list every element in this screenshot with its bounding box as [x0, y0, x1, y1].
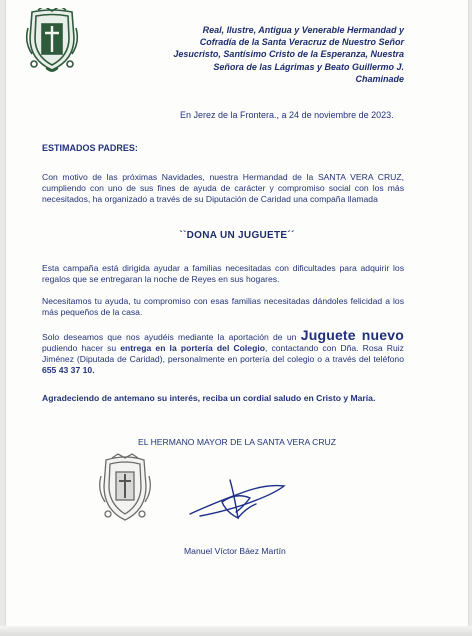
donation-text: pudiendo hacer su: [42, 343, 121, 353]
intro-paragraph: Con motivo de las próximas Navidades, nuestra Hermandad de la SANTA VERA CRUZ, cumpliendo con uno de sus fines de ayuda de carácter y compromiso social con los más necesitados, ha organizado a través de su Diputación de Caridad una compaña llamada: [42, 172, 404, 204]
brotherhood-seal-stamp-icon: [96, 452, 154, 524]
signer-name: Manuel Víctor Báez Martín: [184, 546, 286, 556]
donation-text: , contactando con Dña. Rosa Ruiz Jiménez (Diputada de Caridad), personalmente en portería del colegio o a través del teléfono: [42, 343, 404, 364]
campaign-paragraph: Esta campaña está dirigida ayudar a familias necesitadas con dificultades para adquirir los regalos que se entregaran la noche de Reyes en sus hogares.: [42, 263, 404, 284]
header-line: Jesucristo, Santísimo Cristo de la Esperanza, Nuestra: [173, 49, 404, 60]
header-line: Cofradía de la Santa Veracruz de Nuestro Señor: [199, 37, 404, 48]
brotherhood-name: [154, 24, 404, 85]
salutation: ESTIMADOS PADRES:: [42, 143, 138, 153]
header-line: Chaminade: [355, 73, 404, 84]
signer-title: EL HERMANO MAYOR DE LA SANTA VERA CRUZ: [137, 437, 336, 447]
page-bottom-shadow: [0, 626, 472, 636]
letter-page: [6, 0, 468, 636]
donation-paragraph: [42, 327, 404, 376]
new-toy-highlight: Juguete nuevo: [300, 327, 404, 343]
header-line: Señora de las Lágrimas y Beato Guillermo J.: [213, 61, 404, 72]
handwritten-signature: [186, 472, 290, 528]
header-line: Real, Ilustre, Antigua y Venerable Hermandad y: [202, 25, 404, 35]
phone-number: 655 43 37 10: [42, 365, 93, 375]
campaign-title: ``DONA UN JUGUETE´´: [179, 230, 295, 241]
donation-text: Solo deseamos que nos ayudéis mediante la aportación de un: [42, 332, 301, 342]
letter-date: En Jerez de la Frontera., a 24 de noviembre de 2023.: [180, 110, 394, 120]
closing-paragraph: Agradeciendo de antemano su interés, reciba un cordial saludo en Cristo y María.: [42, 393, 376, 403]
sentence-end: .: [92, 365, 95, 375]
help-paragraph: Necesitamos tu ayuda, tu compromiso con esas familias necesitadas dándoles felicidad a los más pequeños de la casa.: [42, 296, 404, 317]
delivery-location: entrega en la portería del Colegio: [120, 343, 265, 353]
brotherhood-crest-icon: [24, 8, 80, 74]
